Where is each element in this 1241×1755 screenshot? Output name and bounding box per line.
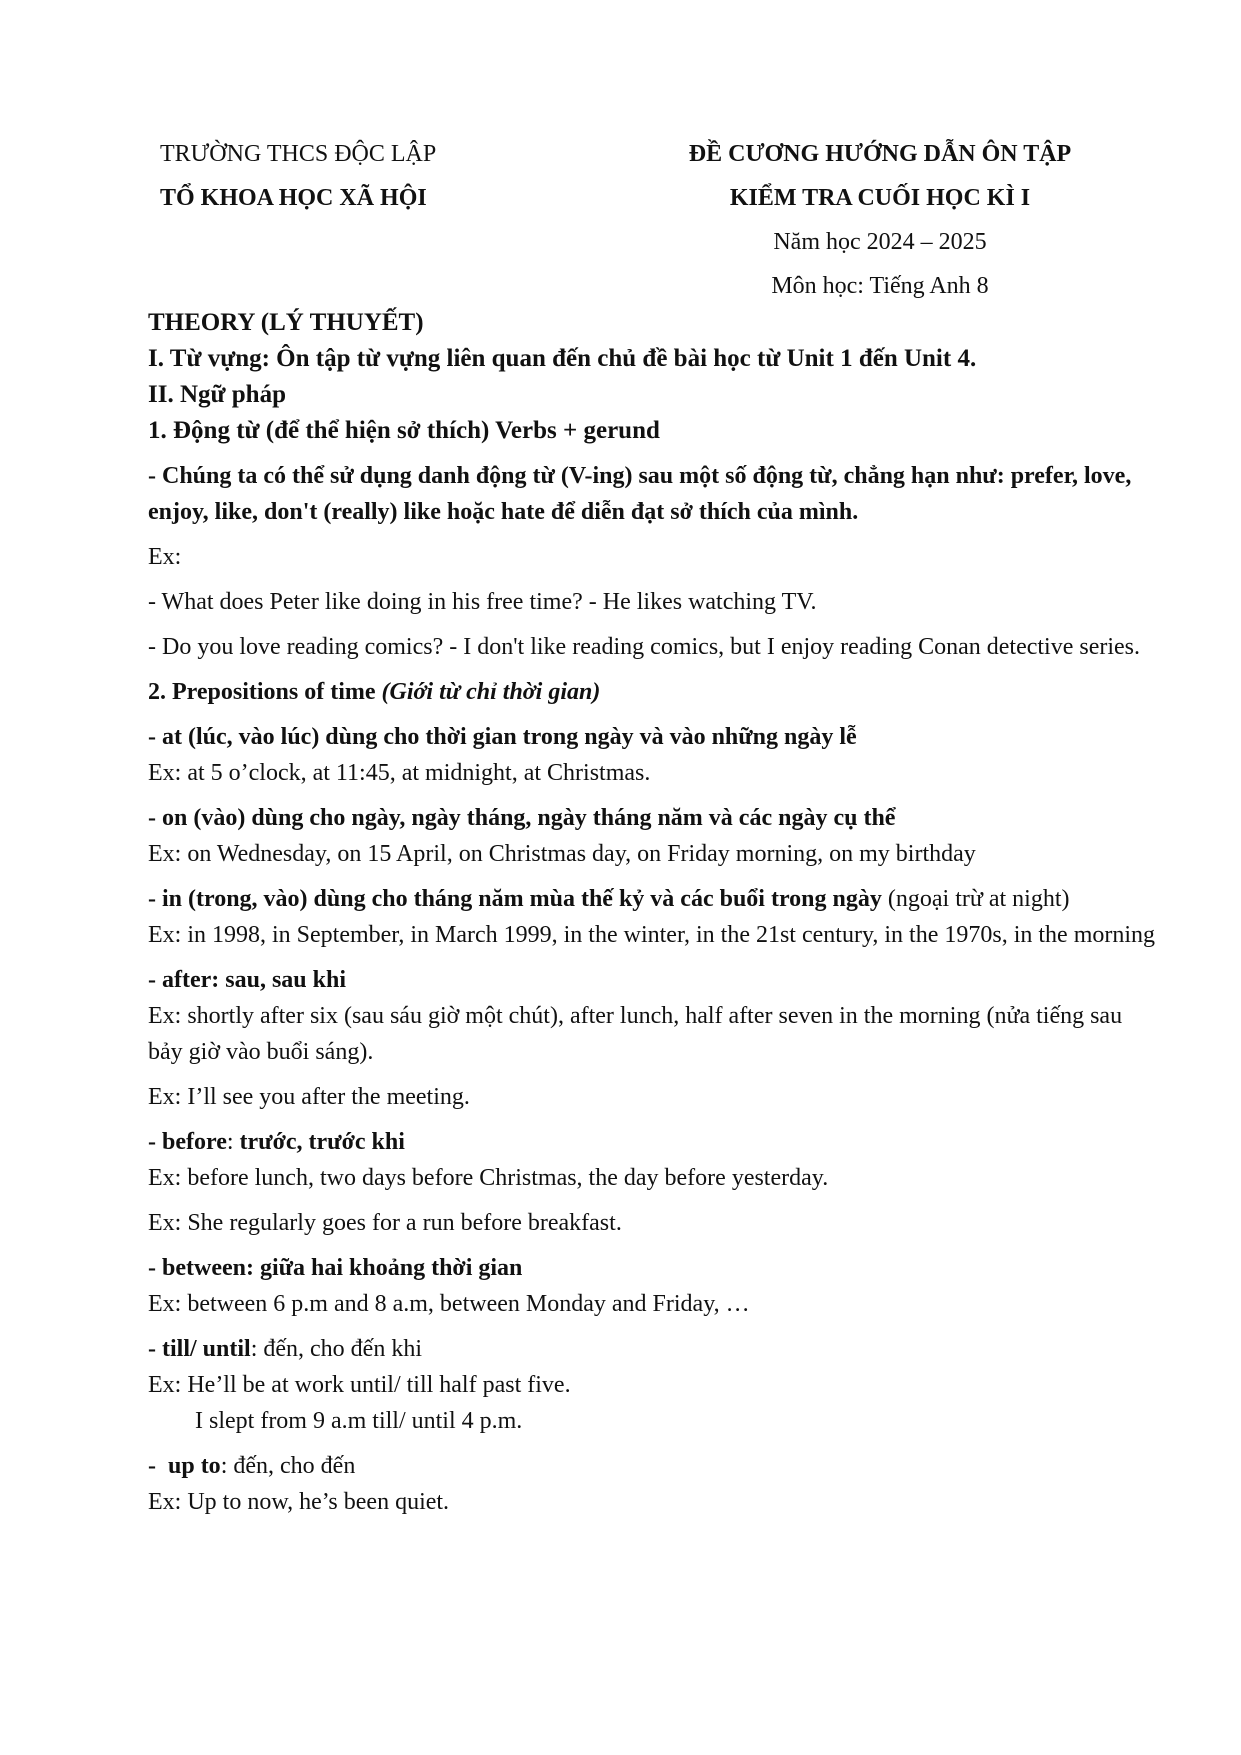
subject: Môn học: Tiếng Anh 8 [771, 273, 989, 299]
document-title: ĐỀ CƯƠNG HƯỚNG DẪN ÔN TẬP [688, 141, 1072, 167]
in-rule-note: (ngoại trừ at night) [881, 886, 1070, 912]
upto-rule-meaning: : đến, cho đến [220, 1453, 356, 1479]
exam-title: KIỂM TRA CUỐI HỌC KÌ I [729, 185, 1031, 211]
header-left [160, 132, 490, 220]
at-example: Ex: at 5 o’clock, at 11:45, at midnight, at Christmas. [148, 760, 651, 786]
header-right [640, 132, 1120, 308]
prepositions-heading-translation: (Giới từ chỉ thời gian) [381, 679, 601, 705]
before-rule-term: - before [148, 1129, 227, 1155]
in-rule-main: - in (trong, vào) dùng cho tháng năm mùa thế kỷ và các buổi trong ngày [148, 886, 882, 912]
in-example: Ex: in 1998, in September, in March 1999, in the winter, in the 21st century, in the 1970s, in the morning [148, 922, 1156, 948]
on-rule: - on (vào) dùng cho ngày, ngày tháng, ngày tháng năm và các ngày cụ thể [148, 805, 896, 831]
before-example-1: Ex: before lunch, two days before Christmas, the day before yesterday. [148, 1165, 829, 1191]
verbs-example-2: - Do you love reading comics? - I don't like reading comics, but I enjoy reading Conan detective series. [148, 634, 1141, 660]
till-example-2: I slept from 9 a.m till/ until 4 p.m. [195, 1408, 523, 1434]
between-example: Ex: between 6 p.m and 8 a.m, between Monday and Friday, … [148, 1291, 750, 1317]
vocabulary-section: I. Từ vựng: Ôn tập từ vựng liên quan đến chủ đề bài học từ Unit 1 đến Unit 4. [148, 345, 977, 372]
between-rule: - between: giữa hai khoảng thời gian [148, 1255, 523, 1281]
prepositions-heading-main: 2. Prepositions of time [148, 679, 376, 705]
in-rule [148, 881, 1158, 917]
upto-rule [148, 1448, 1158, 1484]
after-rule: - after: sau, sau khi [148, 967, 347, 993]
at-rule: - at (lúc, vào lúc) dùng cho thời gian trong ngày và vào những ngày lễ [148, 724, 857, 750]
upto-example: Ex: Up to now, he’s been quiet. [148, 1489, 450, 1515]
verbs-example-1: - What does Peter like doing in his free time? - He likes watching TV. [148, 589, 817, 615]
verbs-heading: 1. Động từ (để thể hiện sở thích) Verbs + gerund [148, 417, 660, 444]
department-name: TỔ KHOA HỌC XÃ HỘI [160, 185, 427, 211]
till-example-1: Ex: He’ll be at work until/ till half past five. [148, 1372, 571, 1398]
prepositions-heading [148, 674, 1158, 710]
till-rule [148, 1331, 1158, 1367]
before-rule-meaning: trước, trước khi [239, 1129, 405, 1155]
before-rule-colon: : [226, 1129, 240, 1155]
on-example: Ex: on Wednesday, on 15 April, on Christmas day, on Friday morning, on my birthday [148, 841, 976, 867]
theory-heading: THEORY (LÝ THUYẾT) [148, 309, 424, 336]
verbs-rule: - Chúng ta có thể sử dụng danh động từ (V-ing) sau một số động từ, chẳng hạn như: prefer, love, enjoy, like, don't (really) like hoặc hate để diễn đạt sở thích của mình. [148, 463, 1132, 525]
till-rule-term: - till/ until [148, 1336, 251, 1362]
verbs-example-label: Ex: [148, 544, 182, 570]
grammar-heading: II. Ngữ pháp [148, 381, 286, 408]
school-name: TRƯỜNG THCS ĐỘC LẬP [160, 141, 437, 167]
document-body [148, 305, 1158, 1520]
school-year: Năm học 2024 – 2025 [773, 229, 987, 255]
after-example-1: Ex: shortly after six (sau sáu giờ một chút), after lunch, half after seven in the morning (nửa tiếng sau bảy giờ vào buổi sáng). [148, 1003, 1123, 1065]
upto-rule-term: - up to [148, 1453, 221, 1479]
after-example-2: Ex: I’ll see you after the meeting. [148, 1084, 470, 1110]
before-example-2: Ex: She regularly goes for a run before breakfast. [148, 1210, 622, 1236]
till-rule-meaning: : đến, cho đến khi [250, 1336, 422, 1362]
before-rule [148, 1124, 1158, 1160]
